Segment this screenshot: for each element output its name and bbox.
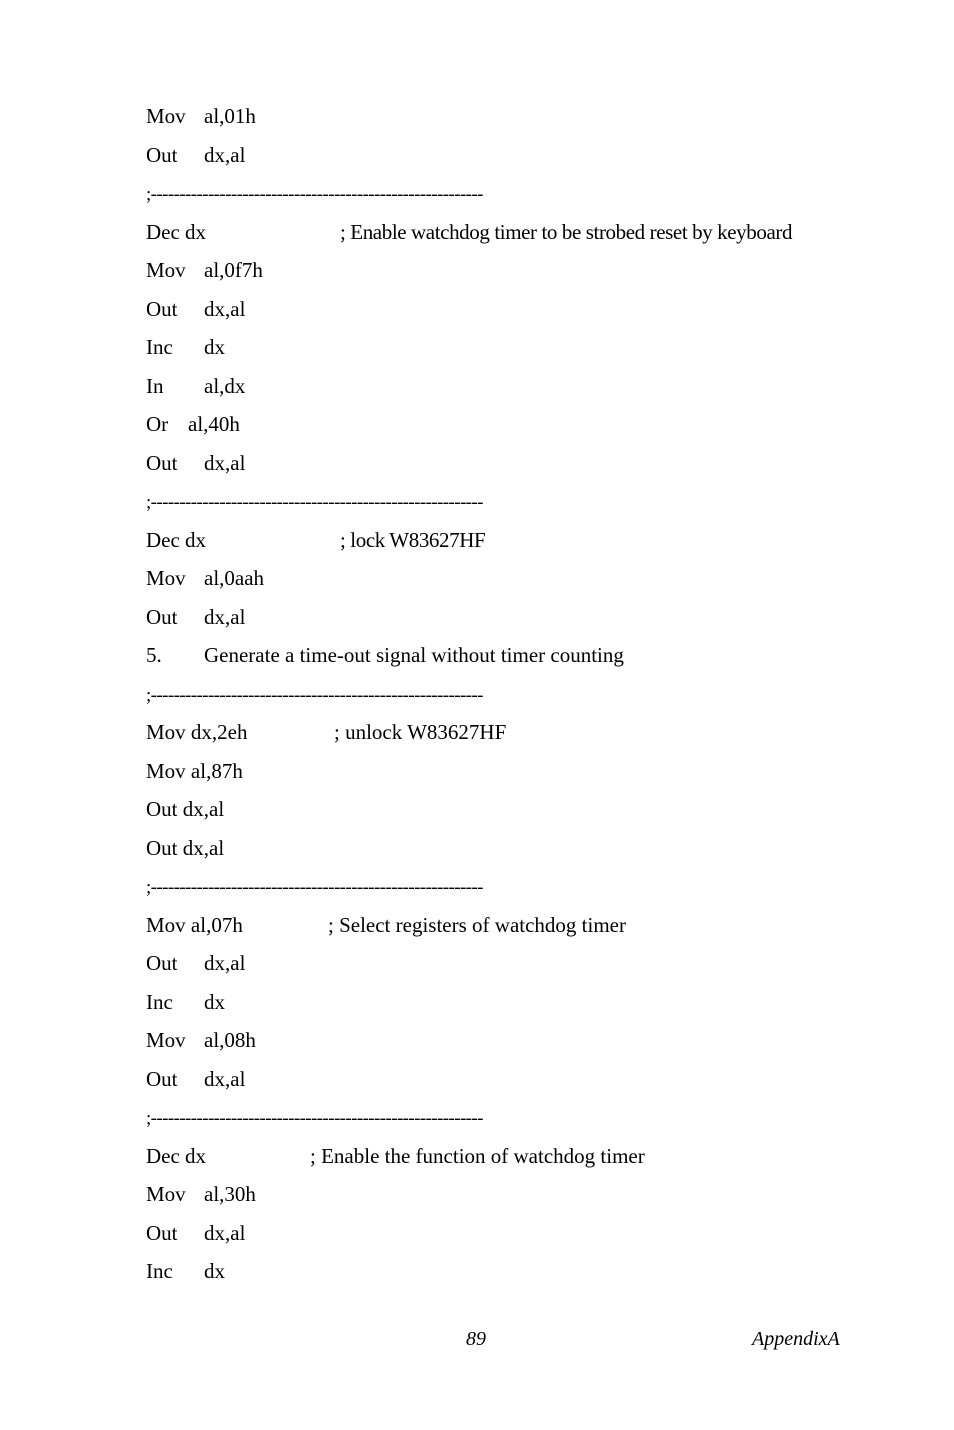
code-line	[146, 559, 906, 598]
code-line	[146, 1214, 906, 1253]
instruction-operands: dx,al	[204, 450, 246, 475]
instruction-operands: Generate a time-out signal without timer counting	[204, 643, 624, 667]
instruction-mnemonic: Mov	[146, 566, 186, 590]
code-line	[146, 1098, 906, 1137]
instruction-mnemonic: 5.	[146, 643, 162, 667]
instruction-operands: dx	[204, 335, 225, 359]
instruction-operands: al,0f7h	[204, 258, 263, 282]
instruction-text: Mov al,07h	[146, 912, 243, 937]
instruction-mnemonic: Or	[146, 412, 169, 436]
instruction-mnemonic: Out	[146, 1220, 178, 1245]
code-line	[146, 444, 906, 483]
instruction-mnemonic: Out	[146, 604, 178, 629]
code-line	[146, 482, 906, 521]
code-comment: ; Enable watchdog timer to be strobed reset by keyboard	[340, 219, 793, 244]
instruction-mnemonic: Inc	[146, 989, 173, 1014]
instruction-operands: al,40h	[188, 412, 240, 436]
code-line	[146, 790, 906, 829]
instruction-text: Dec dx	[146, 1143, 207, 1168]
instruction-operands: dx,al	[204, 1220, 246, 1245]
code-line	[146, 97, 906, 136]
instruction-text: Dec dx	[146, 219, 207, 244]
instruction-operands: dx	[204, 1259, 225, 1283]
code-line	[146, 906, 906, 945]
instruction-mnemonic: Out	[146, 951, 178, 975]
code-line	[146, 752, 906, 791]
code-line	[146, 1137, 906, 1176]
code-line	[146, 1021, 906, 1060]
code-line	[146, 675, 906, 714]
code-comment: ; unlock W83627HF	[334, 720, 507, 744]
code-line	[146, 944, 906, 983]
code-comment: ; lock W83627HF	[340, 527, 486, 552]
code-line	[146, 367, 906, 406]
code-comment: ; Select registers of watchdog timer	[328, 912, 626, 937]
instruction-operands: al,dx	[204, 373, 246, 398]
code-line	[146, 251, 906, 290]
instruction-mnemonic: Mov	[146, 1182, 186, 1206]
code-line	[146, 829, 906, 868]
code-line	[146, 328, 906, 367]
separator-line: ;----------------------------------------------------------	[146, 877, 483, 898]
instruction-text: Mov al,87h	[146, 758, 243, 783]
instruction-mnemonic: Out	[146, 1066, 178, 1091]
code-line	[146, 1175, 906, 1214]
instruction-text: Mov dx,2eh	[146, 720, 248, 744]
code-line	[146, 1060, 906, 1099]
instruction-operands: dx,al	[204, 951, 246, 975]
section-label: AppendixA	[752, 1328, 840, 1350]
instruction-text: Out dx,al	[146, 835, 225, 860]
instruction-operands: dx,al	[204, 604, 246, 629]
page-number: 89	[466, 1328, 486, 1350]
instruction-mnemonic: Mov	[146, 104, 186, 128]
separator-line: ;----------------------------------------------------------	[146, 492, 483, 513]
code-line	[146, 867, 906, 906]
instruction-operands: dx,al	[204, 1066, 246, 1091]
code-line	[146, 136, 906, 175]
instruction-operands: al,30h	[204, 1182, 256, 1206]
instruction-mnemonic: Mov	[146, 258, 186, 282]
code-comment: ; Enable the function of watchdog timer	[310, 1143, 645, 1168]
instruction-mnemonic: Out	[146, 142, 178, 167]
instruction-operands: dx,al	[204, 142, 246, 167]
instruction-text: Out dx,al	[146, 797, 225, 821]
code-line	[146, 983, 906, 1022]
code-line	[146, 213, 906, 252]
separator-line: ;----------------------------------------------------------	[146, 684, 483, 706]
instruction-operands: dx,al	[204, 296, 246, 321]
instruction-text: Dec dx	[146, 527, 207, 552]
separator-line: ;----------------------------------------------------------	[146, 1108, 483, 1129]
code-line	[146, 598, 906, 637]
instruction-operands: al,0aah	[204, 566, 265, 590]
code-listing	[146, 97, 906, 1291]
instruction-mnemonic: Inc	[146, 1259, 173, 1283]
code-line	[146, 521, 906, 560]
code-line	[146, 636, 906, 675]
separator-line: ;----------------------------------------------------------	[146, 184, 483, 205]
code-line	[146, 405, 906, 444]
instruction-mnemonic: Inc	[146, 335, 173, 359]
code-line	[146, 174, 906, 213]
instruction-operands: dx	[204, 989, 225, 1014]
instruction-operands: al,01h	[204, 104, 256, 128]
code-line	[146, 290, 906, 329]
instruction-mnemonic: In	[146, 373, 164, 398]
instruction-mnemonic: Out	[146, 450, 178, 475]
code-line	[146, 713, 906, 752]
instruction-mnemonic: Out	[146, 296, 178, 321]
instruction-mnemonic: Mov	[146, 1028, 186, 1052]
instruction-operands: al,08h	[204, 1028, 256, 1052]
code-line	[146, 1252, 906, 1291]
